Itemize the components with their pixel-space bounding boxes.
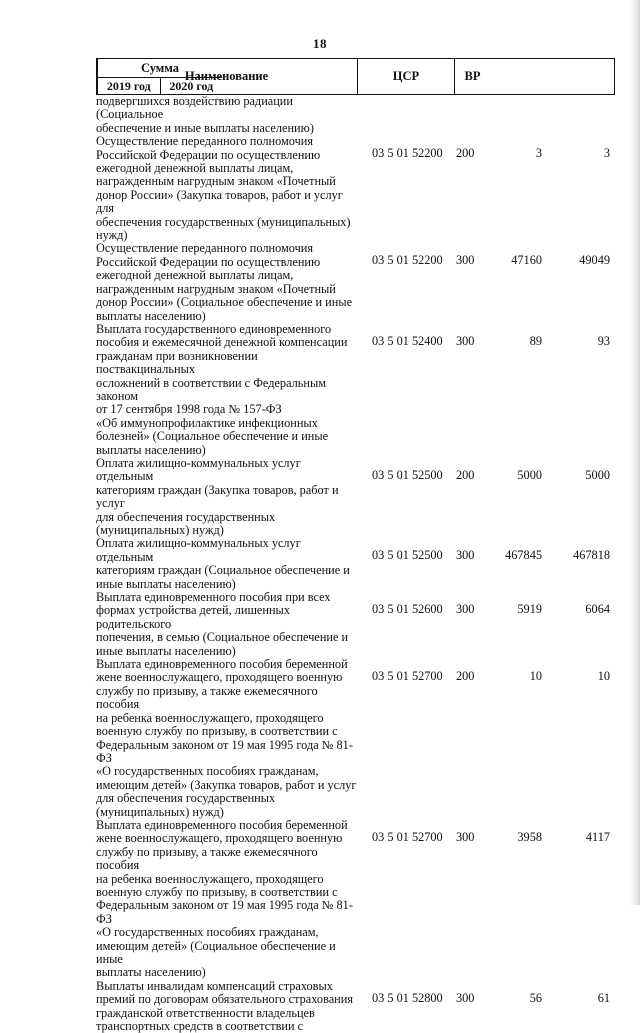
row-name	[96, 591, 358, 658]
name-line: жене военнослужащего, проходящего военную	[96, 670, 343, 685]
row-name	[96, 323, 358, 457]
header-sum: Сумма	[98, 59, 222, 78]
header-year-2019: 2019 год	[98, 78, 161, 94]
name-line: ежегодной денежной выплаты лицам,	[96, 268, 294, 283]
name-line: Выплаты инвалидам компенсаций страховых	[96, 978, 333, 993]
page-number: 18	[313, 36, 327, 51]
table-row	[96, 537, 616, 591]
table-row-continuation	[96, 95, 616, 135]
name-line: Оплата жилищно-коммунальных услуг отдельным	[96, 536, 301, 564]
name-line: для обеспечения государственных	[96, 509, 276, 524]
row-sum-2020: 93	[597, 333, 610, 348]
row-vr: 200	[456, 669, 475, 684]
header-vr: ВР	[454, 59, 490, 94]
name-line: «О государственных пособиях гражданам,	[96, 925, 319, 940]
header-csr: ЦСР	[357, 59, 454, 94]
name-line: иные выплаты населению)	[96, 643, 236, 658]
name-line: Выплата единовременного пособия беременной	[96, 817, 348, 832]
table-row	[96, 591, 616, 658]
name-line: осложнений в соответствии с Федеральным законом	[96, 375, 327, 403]
row-sum-2019: 10	[529, 669, 542, 684]
row-sum-2020: 467818	[573, 548, 610, 563]
name-line: транспортных средств в соответствии с	[96, 1019, 304, 1033]
name-line: обеспечения государственных (муниципальных)	[96, 214, 351, 229]
row-csr: 03 5 01 52700	[372, 669, 443, 684]
name-line: Осуществление переданного полномочия	[96, 241, 314, 256]
row-vr: 300	[456, 333, 475, 348]
row-sum-2019: 5000	[517, 467, 542, 482]
name-line: категориям граждан (Закупка товаров, работ и услуг	[96, 482, 339, 511]
name-line: болезней» (Социальное обеспечение и иные	[96, 429, 329, 444]
name-line: «Об иммунопрофилактике инфекционных	[96, 415, 318, 430]
name-line: Российской Федерации по осуществлению	[96, 254, 321, 269]
row-sum-2019: 5919	[517, 602, 542, 617]
name-line: выплаты населению)	[96, 965, 206, 980]
table-row	[96, 658, 616, 819]
name-line: пособия и ежемесячной денежной компенсации	[96, 335, 348, 350]
scan-edge-shadow	[630, 0, 640, 905]
name-line: нужд)	[96, 228, 128, 243]
name-line: Осуществление переданного полномочия	[96, 134, 314, 149]
name-line: (муниципальных) нужд)	[96, 804, 224, 819]
header-year-2020: 2020 год	[169, 79, 214, 93]
name-line: Оплата жилищно-коммунальных услуг отдельным	[96, 455, 301, 484]
name-line: премий по договорам обязательного страхования	[96, 992, 353, 1007]
row-sum-2019: 3	[535, 146, 542, 161]
row-sum-2020: 49049	[579, 253, 610, 268]
row-csr: 03 5 01 52200	[372, 253, 443, 268]
name-line: подвергшихся воздействию радиации (Социальное	[96, 94, 293, 122]
name-line: формах устройства детей, лишенных родительского	[96, 603, 290, 631]
name-line: военную службу по призыву, в соответствии с	[96, 724, 338, 739]
table-row	[96, 980, 616, 1033]
row-sum-2019: 89	[529, 333, 542, 348]
name-line: от 17 сентября 1998 года № 157-ФЗ	[96, 402, 282, 417]
row-sum-2020: 3	[603, 146, 610, 161]
name-line: ежегодной денежной выплаты лицам,	[96, 161, 294, 176]
name-line: категориям граждан (Социальное обеспечение и	[96, 563, 350, 578]
row-sum-2019: 56	[529, 990, 542, 1005]
row-vr: 300	[456, 829, 475, 844]
row-sum-2020: 5000	[585, 467, 610, 482]
name-line: для обеспечения государственных	[96, 791, 276, 806]
name-line: имеющим детей» (Социальное обеспечение и иные	[96, 938, 336, 966]
name-line: Выплата государственного единовременного	[96, 321, 332, 336]
row-sum-2019: 3958	[517, 829, 542, 844]
name-line: имеющим детей» (Закупка товаров, работ и услуг	[96, 777, 357, 792]
row-csr: 03 5 01 52200	[372, 146, 443, 161]
name-line: Федеральным законом от 19 мая 1995 года № 81-ФЗ	[96, 898, 353, 926]
row-vr: 200	[456, 146, 475, 161]
name-line: (муниципальных) нужд)	[96, 523, 224, 537]
name-line: на ребенка военнослужащего, проходящего	[96, 710, 324, 725]
name-line: военную службу по призыву, в соответствии с	[96, 884, 338, 899]
table-row	[96, 457, 616, 537]
name-line: службу по призыву, а также ежемесячного пособия	[96, 683, 318, 712]
name-line: жене военнослужащего, проходящего военную	[96, 831, 343, 846]
row-vr: 300	[456, 602, 475, 617]
row-sum-2020: 4117	[585, 829, 610, 844]
row-name	[96, 658, 358, 819]
row-sum-2019: 467845	[505, 548, 542, 563]
table-row	[96, 819, 616, 980]
row-csr: 03 5 01 52600	[372, 602, 443, 617]
name-line: гражданам при возникновении поствакцинальных	[96, 348, 258, 377]
row-name	[96, 95, 358, 135]
row-name	[96, 537, 358, 591]
row-csr: 03 5 01 52700	[372, 829, 443, 844]
name-line: донор России» (Социальное обеспечение и иные	[96, 295, 353, 310]
name-line: Федеральным законом от 19 мая 1995 года № 81-ФЗ	[96, 737, 353, 765]
row-csr: 03 5 01 52800	[372, 990, 443, 1005]
name-line: иные выплаты населению)	[96, 576, 236, 591]
name-line: донор России» (Закупка товаров, работ и услуг для	[96, 187, 343, 216]
name-line: обеспечение и иные выплаты населению)	[96, 120, 314, 135]
row-name	[96, 242, 358, 322]
row-csr: 03 5 01 52500	[372, 548, 443, 563]
name-line: выплаты населению)	[96, 308, 206, 323]
row-sum-2020: 61	[597, 990, 610, 1005]
table-row	[96, 323, 616, 457]
table-row	[96, 242, 616, 322]
name-line: гражданской ответственности владельцев	[96, 1005, 315, 1020]
row-csr: 03 5 01 52500	[372, 467, 443, 482]
row-sum-2019: 47160	[511, 253, 542, 268]
row-vr: 300	[456, 548, 475, 563]
row-sum-2020: 6064	[585, 602, 610, 617]
row-csr: 03 5 01 52400	[372, 333, 443, 348]
name-line: службу по призыву, а также ежемесячного пособия	[96, 844, 318, 873]
table-body	[96, 95, 616, 1033]
name-line: Российской Федерации по осуществлению	[96, 147, 321, 162]
row-vr: 200	[456, 467, 475, 482]
row-name	[96, 980, 358, 1033]
table-header	[96, 58, 615, 95]
name-line: Выплата единовременного пособия при всех	[96, 590, 331, 605]
name-line: Выплата единовременного пособия беременной	[96, 657, 348, 672]
name-line: выплаты населению)	[96, 442, 206, 457]
row-sum-2020: 10	[597, 669, 610, 684]
name-line: попечения, в семью (Социальное обеспечение и	[96, 630, 349, 645]
name-line: на ребенка военнослужащего, проходящего	[96, 871, 324, 886]
table-row	[96, 135, 616, 242]
row-vr: 300	[456, 253, 475, 268]
name-line: награжденным нагрудным знаком «Почетный	[96, 174, 336, 189]
row-name	[96, 457, 358, 537]
name-line: награжденным нагрудным знаком «Почетный	[96, 281, 336, 296]
row-vr: 300	[456, 990, 475, 1005]
name-line: «О государственных пособиях гражданам,	[96, 764, 319, 779]
header-name: Наименование	[184, 69, 269, 83]
row-name	[96, 819, 358, 980]
row-name	[96, 135, 358, 242]
